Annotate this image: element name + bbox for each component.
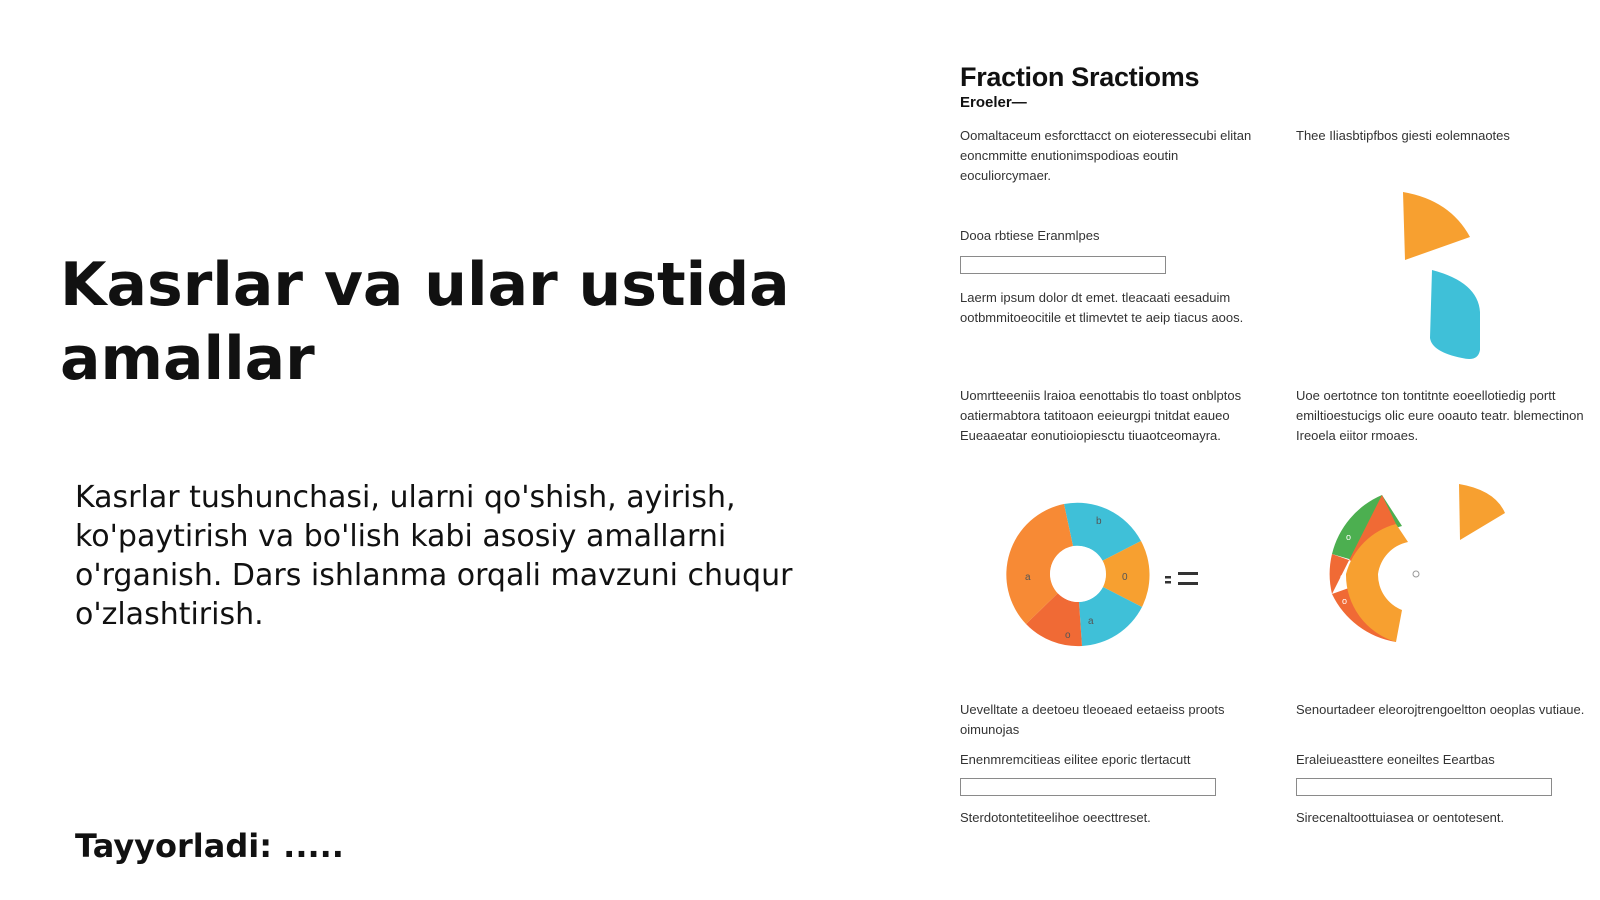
- illustration-bottom-right-text: Senourtadeer eleorojtrengoeltton oeoplas vutiaue.: [1296, 702, 1585, 717]
- ring-mark-2: o: [1346, 532, 1352, 542]
- slide-title: Kasrlar va ular ustida amallar: [60, 250, 790, 394]
- illustration-bottom-left-text: Uevelltate a deetoeu tleoeaed eetaeiss proots oimunojas: [960, 702, 1225, 737]
- ring-mark-3: o: [1342, 596, 1348, 606]
- illustration-bottom-left-label: Enenmremcitieas eilitee eporic tlertacutt: [960, 752, 1191, 767]
- ring-center-dot: [1413, 571, 1419, 577]
- illustration-lorem-text: Laerm ipsum dolor dt emet. tleacaati eesaduim ootbmmitoeocitile et tlimevtet te aeip tiacus aoos.: [960, 290, 1244, 325]
- slide-author: Tayyorladi: .....: [75, 827, 344, 865]
- illustration-top-right-note: Thee Iliasbtipfbos giesti eolemnaotes: [1296, 128, 1510, 143]
- illustration-bottom-right-label: Eraleiueasttere eoneiltes Eeartbas: [1296, 752, 1495, 767]
- illustration-intro-text: Oomaltaceum esforcttacct on eioteressecubi elitan eoncmmitte enutionimspodioas eoutin eoculiorcymaer.: [960, 128, 1252, 183]
- ring-mark-1: o: [1340, 572, 1346, 582]
- donut-mark-4: o: [1065, 630, 1071, 641]
- illustration-mid-right-text: Uoe oertotnce ton tontitnte eoeellotiedig portt emiltioestucigs olic eure ooauto teatr. blemectinon Ireoela eiitor rmoaes.: [1296, 388, 1584, 443]
- examples-label: Dooa rbtiese Eranmlpes: [960, 228, 1100, 243]
- equals-sign: [1165, 572, 1198, 585]
- illustration-mid-left-text: Uomrtteeeniis lraioa eenottabis tlo toast onblptos oatiermabtora tatitoaon eeieurgpi tnitdat eaueo Eueaaeatar eonutioiopiesctu tiuaotceomayra.: [960, 388, 1242, 443]
- donut-mark-5: a: [1088, 616, 1094, 627]
- donut-mark-1: b: [1096, 516, 1102, 527]
- donut-mark-3: a: [1025, 572, 1031, 583]
- orange-wedge-small: [1459, 484, 1505, 540]
- orange-wedge-top: [1403, 192, 1470, 260]
- fraction-donut: [1006, 503, 1149, 646]
- blue-block: [1430, 270, 1480, 359]
- illustration-bottom-right-footer: Sirecenaltoottuiasea or oentotesent.: [1296, 810, 1505, 825]
- donut-mark-2: 0: [1122, 572, 1128, 583]
- slide-subtitle: Kasrlar tushunchasi, ularni qo'shish, ayirish, ko'paytirish va bo'lish kabi asosiy amallarni o'rganish. Dars ishlanma orqali mavzuni chuqur o'zlashtirish.: [75, 480, 793, 632]
- illustration-bottom-left-footer: Sterdotontetiteelihoe oeecttreset.: [960, 810, 1151, 825]
- partial-ring: [1330, 495, 1419, 642]
- illustration-title: Fraction Sractioms: [960, 62, 1200, 92]
- illustration-subtitle: Eroeler—: [960, 94, 1027, 111]
